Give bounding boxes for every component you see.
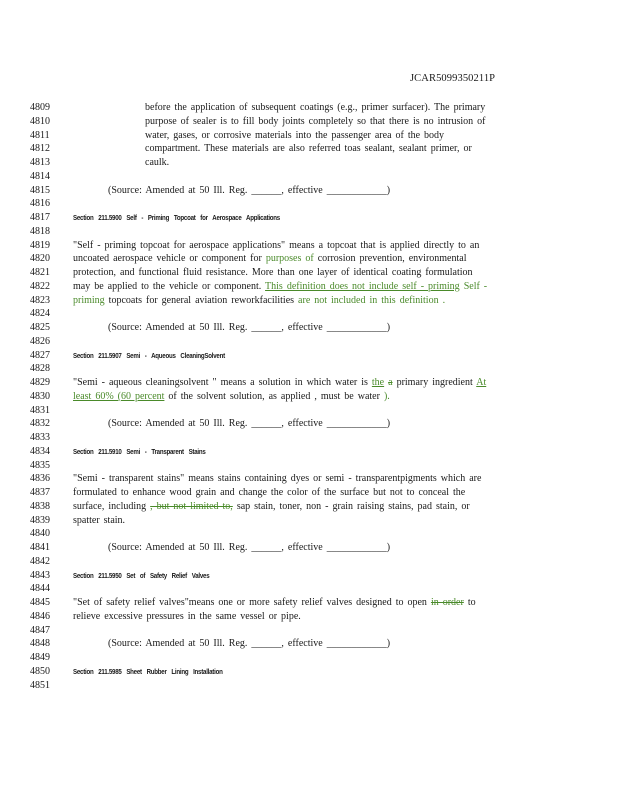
line-number: 4820	[30, 253, 50, 265]
line-text	[108, 637, 390, 651]
line-number: 4814	[30, 170, 50, 182]
text-run: Section 211.5900 Self - Priming Topcoat for Aerospace Applications	[73, 213, 280, 222]
document-line	[0, 349, 618, 363]
line-number: 4833	[30, 432, 50, 443]
line-number: 4817	[30, 212, 50, 223]
text-run: "Self - priming topcoat for aerospace applications" means a topcoat that is applied directly to an	[73, 239, 480, 251]
line-number: 4822	[30, 280, 50, 292]
line-text	[145, 156, 169, 170]
section-heading	[73, 569, 209, 583]
document-line	[0, 651, 618, 665]
line-text	[108, 321, 390, 335]
inserted-text: are not included in this definition .	[298, 294, 446, 306]
inserted-text: priming	[73, 294, 105, 306]
line-number: 4829	[30, 377, 50, 388]
line-number: 4842	[30, 555, 50, 567]
text-run: relieve excessive pressures in the same vessel or pipe.	[73, 610, 301, 622]
document-line	[0, 170, 618, 184]
text-run: of the solvent solution, as applied , must be water	[164, 390, 384, 402]
text-run: Section 211.5985 Sheet Rubber Lining Installation	[73, 666, 223, 676]
document-line	[0, 445, 618, 459]
line-number: 4848	[30, 638, 50, 650]
document-line	[0, 335, 618, 349]
text-run: surface, including	[73, 500, 151, 512]
document-line	[0, 294, 618, 308]
inserted-text: purposes of	[265, 253, 314, 265]
line-number: 4831	[30, 404, 50, 416]
line-number: 4818	[30, 225, 50, 237]
line-number: 4835	[30, 459, 50, 471]
text-run: water, gases, or corrosive materials into the passenger area of the body	[145, 129, 445, 141]
text-run: Section 211.5910 Semi - Transparent Stains	[73, 446, 206, 456]
document-line	[0, 431, 618, 445]
line-number: 4837	[30, 487, 50, 498]
document-line	[0, 362, 618, 376]
line-number: 4826	[30, 335, 50, 347]
document-line	[0, 527, 618, 541]
line-number: 4839	[30, 514, 50, 526]
text-run: Section 211.5950 Set of Safety Relief Valves	[73, 570, 210, 580]
line-text	[73, 239, 479, 253]
text-run: (Source: Amended at 50 Ill. Reg. ______, effective ____________)	[108, 184, 391, 196]
document-line	[0, 541, 618, 555]
line-number: 4824	[30, 308, 50, 320]
line-text	[73, 390, 390, 404]
line-text	[145, 142, 472, 156]
document-line	[0, 280, 618, 294]
line-number: 4812	[30, 143, 50, 155]
text-run: before the application of subsequent coatings (e.g., primer surfacer). The primary	[145, 102, 486, 113]
text-run: sap stain, toner, non - grain raising stains, pad stain, or	[232, 500, 470, 512]
text-run: may be applied to the vehicle or component.	[73, 280, 266, 292]
line-number: 4843	[30, 569, 50, 581]
document-line	[0, 582, 618, 596]
document-line	[0, 404, 618, 418]
document-line	[0, 307, 618, 321]
document-line	[0, 115, 618, 129]
line-number: 4821	[30, 267, 50, 278]
line-number: 4828	[30, 363, 50, 375]
line-number: 4845	[30, 597, 50, 608]
document-line	[0, 239, 618, 253]
line-text	[73, 514, 125, 528]
document-line	[0, 417, 618, 431]
line-text	[73, 280, 487, 294]
line-text	[73, 266, 473, 280]
section-heading	[73, 445, 206, 459]
document-line	[0, 472, 618, 486]
line-text	[73, 500, 470, 514]
text-run: "Semi - aqueous cleaningsolvent " means a solution in which water is	[73, 377, 372, 388]
document-line	[0, 665, 618, 679]
section-heading	[73, 665, 223, 679]
text-run: primary ingredient	[392, 377, 477, 388]
line-number: 4830	[30, 390, 50, 402]
line-number: 4850	[30, 665, 50, 677]
document-line	[0, 637, 618, 651]
line-text	[73, 252, 467, 266]
document-line	[0, 610, 618, 624]
line-number: 4851	[30, 679, 50, 691]
line-number: 4847	[30, 624, 50, 636]
line-number: 4836	[30, 473, 50, 485]
document-line	[0, 390, 618, 404]
document-id: JCAR5099350211P	[410, 73, 496, 84]
line-text	[73, 610, 301, 624]
line-text	[108, 417, 390, 431]
document-line	[0, 129, 618, 143]
line-number: 4819	[30, 239, 50, 251]
document-line	[0, 376, 618, 390]
inserted-text: At	[476, 377, 487, 388]
document-line	[0, 225, 618, 239]
line-number: 4816	[30, 198, 50, 210]
line-number: 4846	[30, 610, 50, 622]
text-run: (Source: Amended at 50 Ill. Reg. ______, effective ____________)	[108, 542, 391, 553]
line-number: 4813	[30, 157, 50, 168]
line-number: 4832	[30, 418, 50, 430]
document-line	[0, 500, 618, 514]
deleted-text: , but not limited to,	[150, 500, 233, 512]
line-number: 4840	[30, 528, 50, 540]
line-text	[73, 486, 465, 500]
text-run: spatter stain.	[73, 514, 126, 526]
line-text	[73, 376, 486, 390]
line-number: 4810	[30, 115, 50, 127]
document-line	[0, 596, 618, 610]
line-text	[108, 184, 390, 198]
line-text	[108, 541, 390, 555]
document-line	[0, 184, 618, 198]
text-run: protection, and functional fluid resistance. More than one layer of identical coating formulation	[73, 267, 473, 278]
inserted-text: Self -	[463, 280, 488, 292]
line-text	[145, 115, 486, 129]
document-line	[0, 514, 618, 528]
text-run: (Source: Amended at 50 Ill. Reg. ______, effective ____________)	[108, 322, 391, 333]
text-run: to	[463, 597, 476, 608]
document-line	[0, 156, 618, 170]
line-text	[73, 294, 445, 308]
text-run: formulated to enhance wood grain and change the color of the surface but not to conceal the	[73, 487, 466, 498]
line-text	[145, 101, 485, 115]
text-run: compartment. These materials are also referred toas sealant, sealant primer, or	[145, 143, 472, 155]
deleted-text: in order	[430, 597, 464, 608]
section-heading	[73, 349, 225, 363]
line-number: 4841	[30, 542, 50, 553]
document-line	[0, 569, 618, 583]
text-run: purpose of sealer is to fill body joints completely so that there is no intrusion of	[145, 115, 486, 127]
document-line	[0, 266, 618, 280]
line-number: 4823	[30, 294, 50, 306]
inserted-text: This definition does not include self - priming	[265, 280, 460, 292]
text-run: corrosion prevention, environmental	[313, 253, 467, 265]
text-run: uncoated aerospace vehicle or component for	[73, 253, 266, 265]
text-run: "Semi - transparent stains" means stains containing dyes or semi - transparentpigments which are	[73, 473, 482, 485]
line-text	[73, 472, 481, 486]
line-number: 4825	[30, 322, 50, 333]
text-run: "Set of safety relief valves"means one or more safety relief valves designed to open	[73, 597, 431, 608]
document-line	[0, 624, 618, 638]
document-line	[0, 679, 618, 693]
document-line	[0, 459, 618, 473]
document-line	[0, 321, 618, 335]
document-line	[0, 555, 618, 569]
document-line	[0, 252, 618, 266]
text-run: (Source: Amended at 50 Ill. Reg. ______, effective ____________)	[108, 638, 391, 650]
line-number: 4849	[30, 652, 50, 663]
text-run: topcoats for general aviation reworkfacilities	[104, 294, 299, 306]
inserted-text: the	[371, 377, 385, 388]
document-line	[0, 486, 618, 500]
section-heading	[73, 211, 280, 225]
line-number: 4827	[30, 349, 50, 361]
document-line	[0, 101, 618, 115]
line-number: 4834	[30, 445, 50, 457]
line-number: 4844	[30, 583, 50, 595]
text-run: Section 211.5907 Semi - Aqueous CleaningSolvent	[73, 350, 225, 360]
document-line	[0, 142, 618, 156]
text-run: caulk.	[145, 157, 170, 168]
inserted-text: ).	[383, 390, 390, 402]
deleted-text: a	[388, 377, 393, 388]
line-text	[145, 129, 444, 143]
document-line	[0, 211, 618, 225]
line-number: 4811	[30, 129, 50, 141]
document-line	[0, 197, 618, 211]
inserted-text: least 60% (60 percent	[73, 390, 165, 402]
line-text	[73, 596, 476, 610]
line-number: 4809	[30, 102, 50, 113]
line-number: 4838	[30, 500, 50, 512]
line-number: 4815	[30, 184, 50, 196]
text-run: (Source: Amended at 50 Ill. Reg. ______, effective ____________)	[108, 418, 391, 430]
